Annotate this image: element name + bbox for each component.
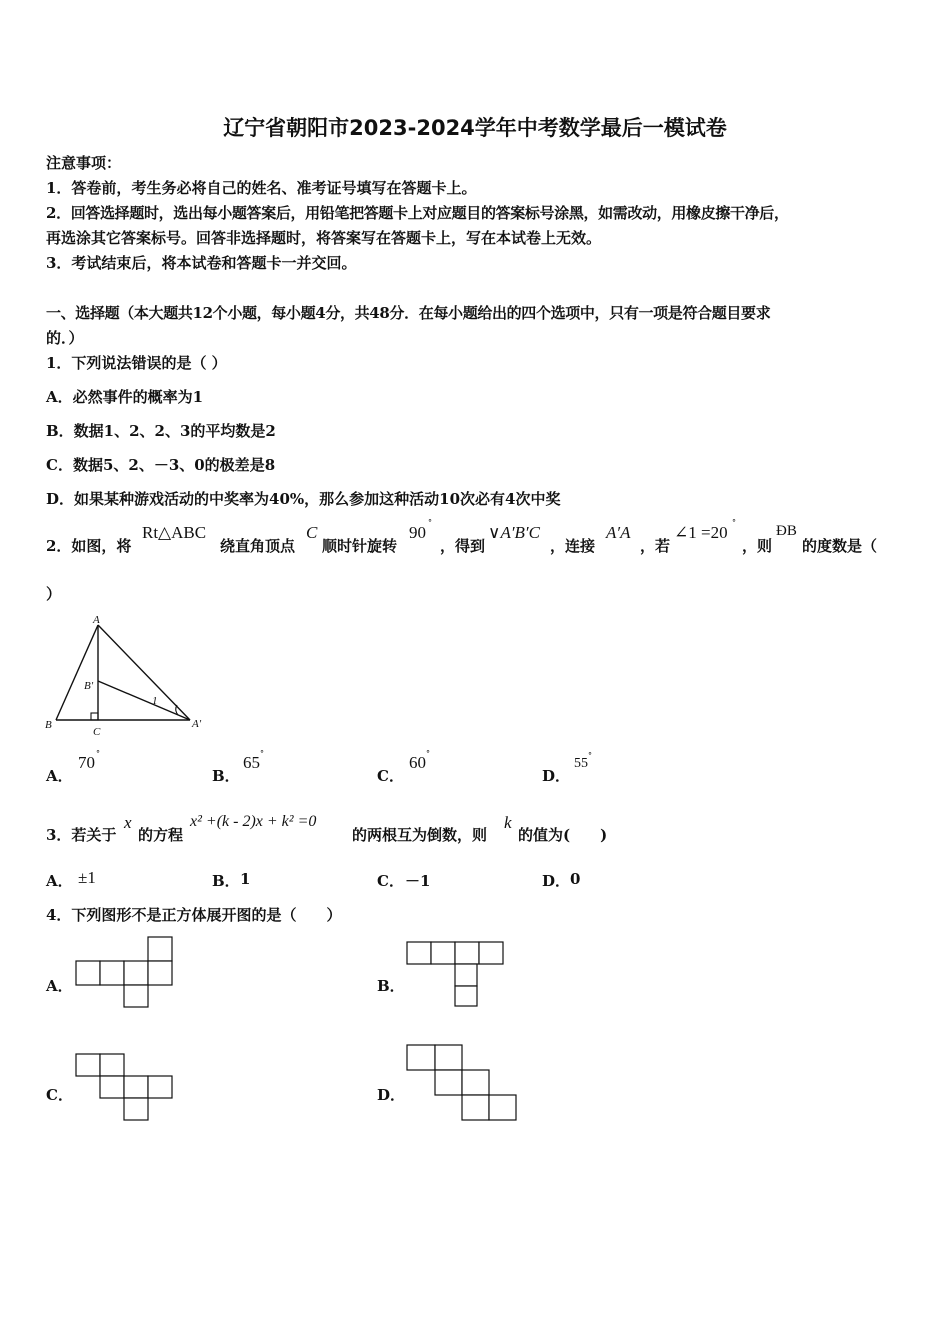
label-a-prime: A′ bbox=[192, 718, 202, 730]
section-heading: 一、选择题（本大题共12个小题，每小题4分，共48分．在每小题给出的四个选项中，只有一项是符合题目要求 bbox=[46, 304, 771, 322]
q2-math-c: C bbox=[306, 523, 318, 542]
q3-text-3: 的两根互为倒数，则 bbox=[352, 826, 488, 844]
q2-option-c-degree: ° bbox=[426, 749, 430, 758]
notice-heading: 注意事项： bbox=[46, 154, 122, 172]
q2-text-5: ，连接 bbox=[550, 537, 596, 555]
q2-text-3: 顺时针旋转 bbox=[322, 537, 398, 555]
q3-text-4: 的值为( ) bbox=[518, 826, 608, 844]
q4-net-a bbox=[75, 935, 177, 1009]
q2-option-b-degree: ° bbox=[260, 749, 264, 758]
q3-option-a-label: A． bbox=[46, 872, 73, 890]
q2-math-angle1: ∠1 =20 bbox=[674, 523, 728, 542]
q2-text-1: 2．如图，将 bbox=[46, 537, 132, 555]
q4-net-c bbox=[75, 1052, 175, 1124]
q4-net-b bbox=[406, 940, 506, 1010]
q2-degree-mark-2: ° bbox=[732, 518, 736, 527]
section-heading-cont: 的．） bbox=[46, 329, 84, 347]
q3-math-x: x bbox=[124, 813, 132, 832]
q2-triangle-figure bbox=[40, 612, 220, 742]
q2-math-angle-b: ÐB bbox=[776, 523, 797, 539]
label-a: A bbox=[93, 614, 100, 626]
notice-item-3: 3．考试结束后，将本试卷和答题卡一并交回。 bbox=[46, 254, 357, 272]
q1-option-c: C．数据5、2、－3、0的极差是8 bbox=[46, 456, 276, 474]
q2-text-2: 绕直角顶点 bbox=[220, 537, 296, 555]
q2-option-c-value: 60 bbox=[409, 753, 426, 772]
page-title: 辽宁省朝阳市2023-2024学年中考数学最后一模试卷 bbox=[223, 116, 727, 140]
q2-math-rt-abc: Rt△ABC bbox=[142, 523, 207, 542]
q2-math-90: 90 bbox=[409, 523, 426, 542]
q2-option-b-value: 65 bbox=[243, 753, 260, 772]
q2-option-b-label: B． bbox=[212, 767, 240, 785]
q2-close-paren: ） bbox=[46, 585, 62, 603]
q3-equation: x² +(k - 2)x + k² =0 bbox=[190, 813, 317, 830]
q1-option-a: A．必然事件的概率为1 bbox=[46, 388, 204, 406]
q1-stem: 1．下列说法错误的是（ ） bbox=[46, 354, 227, 372]
q2-option-d-label: D． bbox=[542, 767, 571, 785]
q2-option-a-value: 70 bbox=[78, 753, 95, 772]
q2-option-c-label: C． bbox=[377, 767, 404, 785]
label-b-prime: B′ bbox=[84, 680, 94, 692]
q1-option-d: D．如果某种游戏活动的中奖率为40%，那么参加这种活动10次必有4次中奖 bbox=[46, 490, 561, 508]
right-angle-mark bbox=[91, 713, 98, 720]
q3-option-b-label: B． bbox=[212, 872, 240, 890]
q2-text-6: ，若 bbox=[640, 537, 671, 555]
q2-text-4: ，得到 bbox=[440, 537, 486, 555]
q3-option-b-value: 1 bbox=[240, 870, 251, 888]
q4-option-c-label: C． bbox=[46, 1086, 73, 1104]
q3-option-d-value: 0 bbox=[570, 870, 581, 888]
q3-option-a-value: ±1 bbox=[78, 868, 96, 887]
notice-item-1: 1．答卷前，考生务必将自己的姓名、准考证号填写在答题卡上。 bbox=[46, 179, 477, 197]
q2-math-a1b1c: ∨A′B′C bbox=[488, 523, 540, 542]
label-b: B bbox=[45, 719, 52, 731]
q4-option-a-label: A． bbox=[46, 977, 73, 995]
q4-option-b-label: B． bbox=[377, 977, 405, 995]
label-c: C bbox=[93, 726, 101, 738]
q3-math-k: k bbox=[504, 813, 512, 832]
label-angle-1: 1 bbox=[152, 695, 158, 707]
q3-text-2: 的方程 bbox=[138, 826, 184, 844]
q4-stem: 4．下列图形不是正方体展开图的是（ ） bbox=[46, 906, 342, 924]
notice-item-2: 2．回答选择题时，选出每小题答案后，用铅笔把答题卡上对应题目的答案标号涂黑，如需改动，用橡皮擦干净后， bbox=[46, 204, 789, 222]
q3-option-d-label: D． bbox=[542, 872, 571, 890]
q1-option-b: B．数据1、2、2、3的平均数是2 bbox=[46, 422, 276, 440]
q3-text-1: 3．若关于 bbox=[46, 826, 117, 844]
segment-ab bbox=[56, 625, 98, 720]
segment-b1a1 bbox=[98, 681, 190, 720]
q3-option-c-label: C． bbox=[377, 872, 404, 890]
q2-text-8: 的度数是（ bbox=[802, 537, 878, 555]
q2-option-d-value: 55 bbox=[574, 756, 588, 771]
q2-degree-mark: ° bbox=[428, 518, 432, 527]
q4-net-d bbox=[406, 1043, 520, 1123]
q2-option-a-degree: ° bbox=[96, 749, 100, 758]
q4-option-d-label: D． bbox=[377, 1086, 406, 1104]
q3-option-c-value: －1 bbox=[405, 872, 431, 890]
q2-math-a1a: A′A bbox=[606, 523, 631, 542]
q2-text-7: ，则 bbox=[742, 537, 773, 555]
q2-option-a-label: A． bbox=[46, 767, 73, 785]
q2-option-d-degree: ° bbox=[588, 751, 592, 760]
notice-item-2-cont: 再选涂其它答案标号。回答非选择题时，将答案写在答题卡上，写在本试卷上无效。 bbox=[46, 229, 602, 247]
